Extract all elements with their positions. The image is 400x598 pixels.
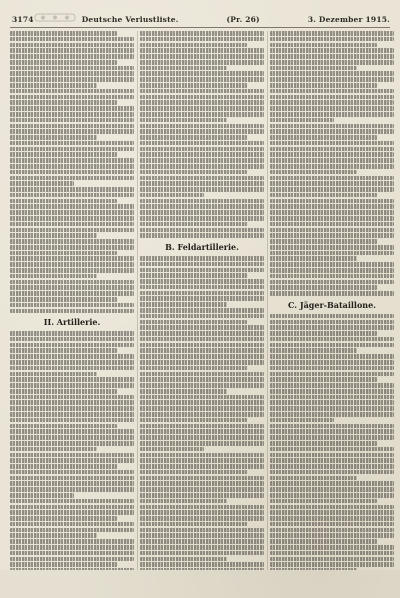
paragraph-block [270, 31, 394, 296]
page-header [12, 13, 390, 25]
header-date: 3. Dezember 1915. [307, 14, 390, 24]
stamp-mark [34, 13, 76, 22]
text-column-middle [140, 31, 264, 570]
paragraph-block [10, 331, 134, 570]
header-title: Deutsche Verlustliste. [81, 14, 179, 24]
section-heading: II. Artillerie. [43, 317, 101, 328]
column-divider [137, 31, 138, 570]
paragraph-block [10, 31, 134, 313]
section-heading: B. Feldartillerie. [165, 241, 239, 252]
column-divider [267, 31, 268, 570]
text-column-left [10, 31, 134, 570]
paragraph-block [270, 314, 394, 570]
header-rule [10, 27, 390, 28]
text-column-right [270, 31, 394, 570]
page-number: 3174 [12, 14, 34, 24]
issue-number: (Pr. 26) [226, 14, 260, 24]
page-footer-margin [0, 570, 400, 598]
paragraph-block [140, 31, 264, 238]
section-heading: C. Jäger-Bataillone. [288, 299, 376, 310]
paragraph-block [140, 256, 264, 570]
